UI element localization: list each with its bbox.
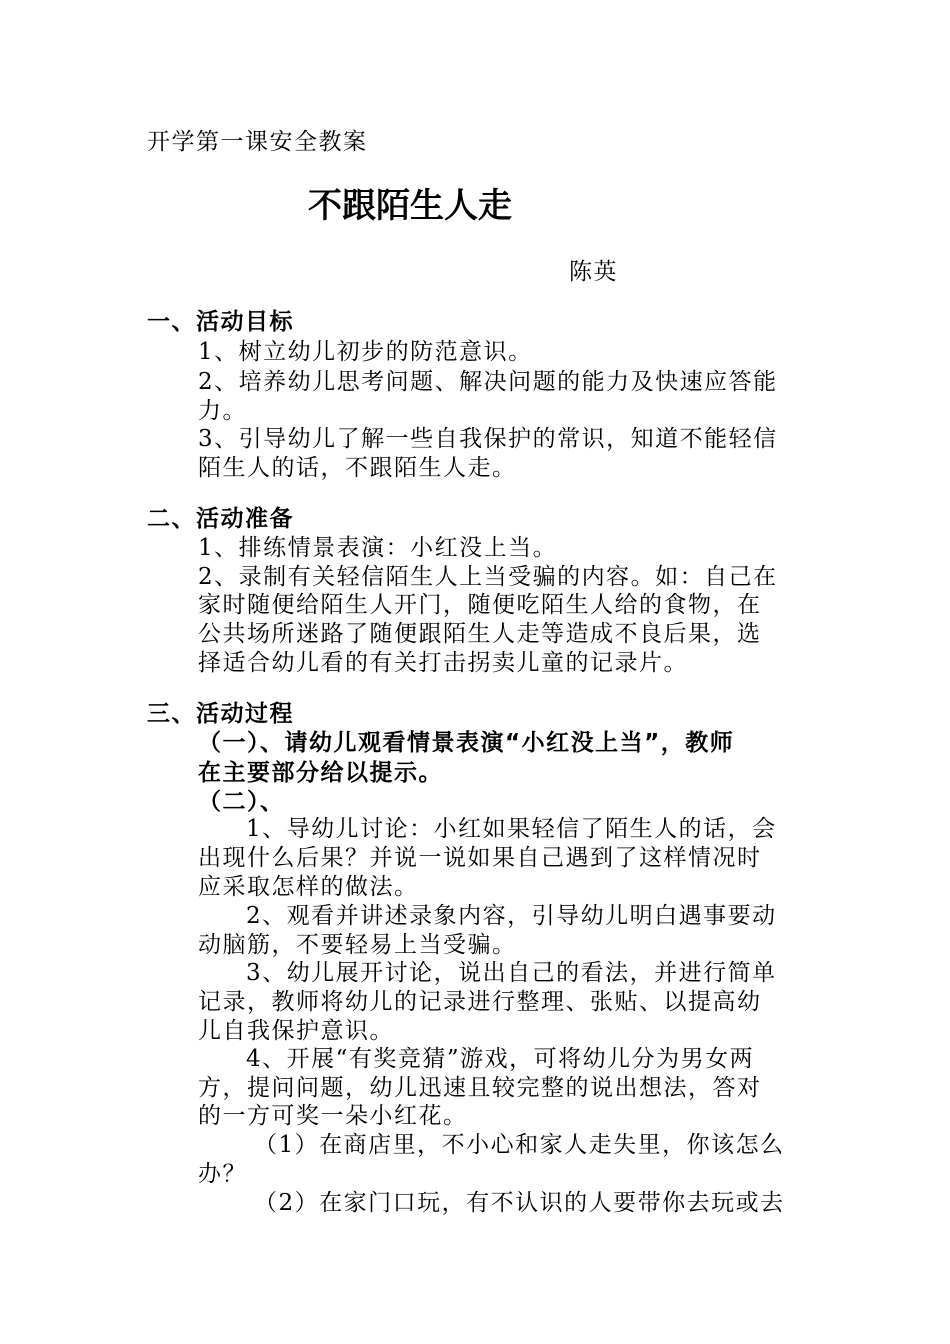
section-heading-preparation: 二、活动准备 [147, 506, 294, 532]
paragraph-line: 力。 [198, 398, 247, 424]
paragraph-line: 方，提问问题，幼儿迅速且较完整的说出想法，答对 [198, 1075, 762, 1101]
paragraph-line: 3、幼儿展开讨论，说出自己的看法，并进行简单 [246, 960, 777, 986]
paragraph-line: （1）在商店里，不小心和家人走失里，你该怎么 [254, 1132, 785, 1158]
paragraph-line: 1、树立幼儿初步的防范意识。 [198, 339, 533, 365]
paragraph-line: 择适合幼儿看的有关打击拐卖儿童的记录片。 [198, 650, 688, 676]
paragraph-line: 儿自我保护意识。 [198, 1018, 394, 1044]
paragraph-line: 2、培养幼儿思考问题、解决问题的能力及快速应答能 [198, 369, 778, 395]
paragraph-line: 动脑筋，不要轻易上当受骗。 [198, 932, 517, 958]
paragraph-line: 的一方可奖一朵小红花。 [198, 1103, 468, 1129]
paragraph-line: 2、录制有关轻信陌生人上当受骗的内容。如：自己在 [198, 564, 778, 590]
author-name: 陈英 [569, 259, 618, 285]
paragraph-line: 3、引导幼儿了解一些自我保护的常识，知道不能轻信 [198, 426, 778, 452]
paragraph-line: 家时随便给陌生人开门，随便吃陌生人给的食物，在 [198, 592, 762, 618]
paragraph-line: 应采取怎样的做法。 [198, 874, 419, 900]
subsection-heading: （二）、 [198, 789, 285, 815]
section-heading-process: 三、活动过程 [147, 701, 294, 727]
paragraph-line: 办？ [198, 1161, 247, 1187]
paragraph-line: 公共场所迷路了随便跟陌生人走等造成不良后果，选 [198, 621, 762, 647]
paragraph-line: 陌生人的话，不跟陌生人走。 [198, 455, 517, 481]
paragraph-line: 2、观看并讲述录象内容，引导幼儿明白遇事要动 [246, 903, 777, 929]
paragraph-line: 4、开展“有奖竞猜”游戏，可将幼儿分为男女两 [246, 1046, 755, 1072]
subsection-heading: （一）、请幼儿观看情景表演“小红没上当”，教师 [198, 730, 735, 756]
paragraph-line: 1、排练情景表演：小红没上当。 [198, 535, 558, 561]
paragraph-line: 出现什么后果？并说一说如果自己遇到了这样情况时 [198, 845, 762, 871]
paragraph-line: 记录，教师将幼儿的记录进行整理、张贴、以提高幼 [198, 989, 762, 1015]
paragraph-line: （2）在家门口玩，有不认识的人要带你去玩或去 [254, 1190, 785, 1216]
section-heading-goals: 一、活动目标 [147, 309, 294, 335]
subsection-heading: 在主要部分给以提示。 [198, 760, 443, 786]
document-title: 不跟陌生人走 [308, 186, 512, 226]
paragraph-line: 1、导幼儿讨论：小红如果轻信了陌生人的话，会 [246, 816, 777, 842]
document-header: 开学第一课安全教案 [147, 129, 368, 155]
